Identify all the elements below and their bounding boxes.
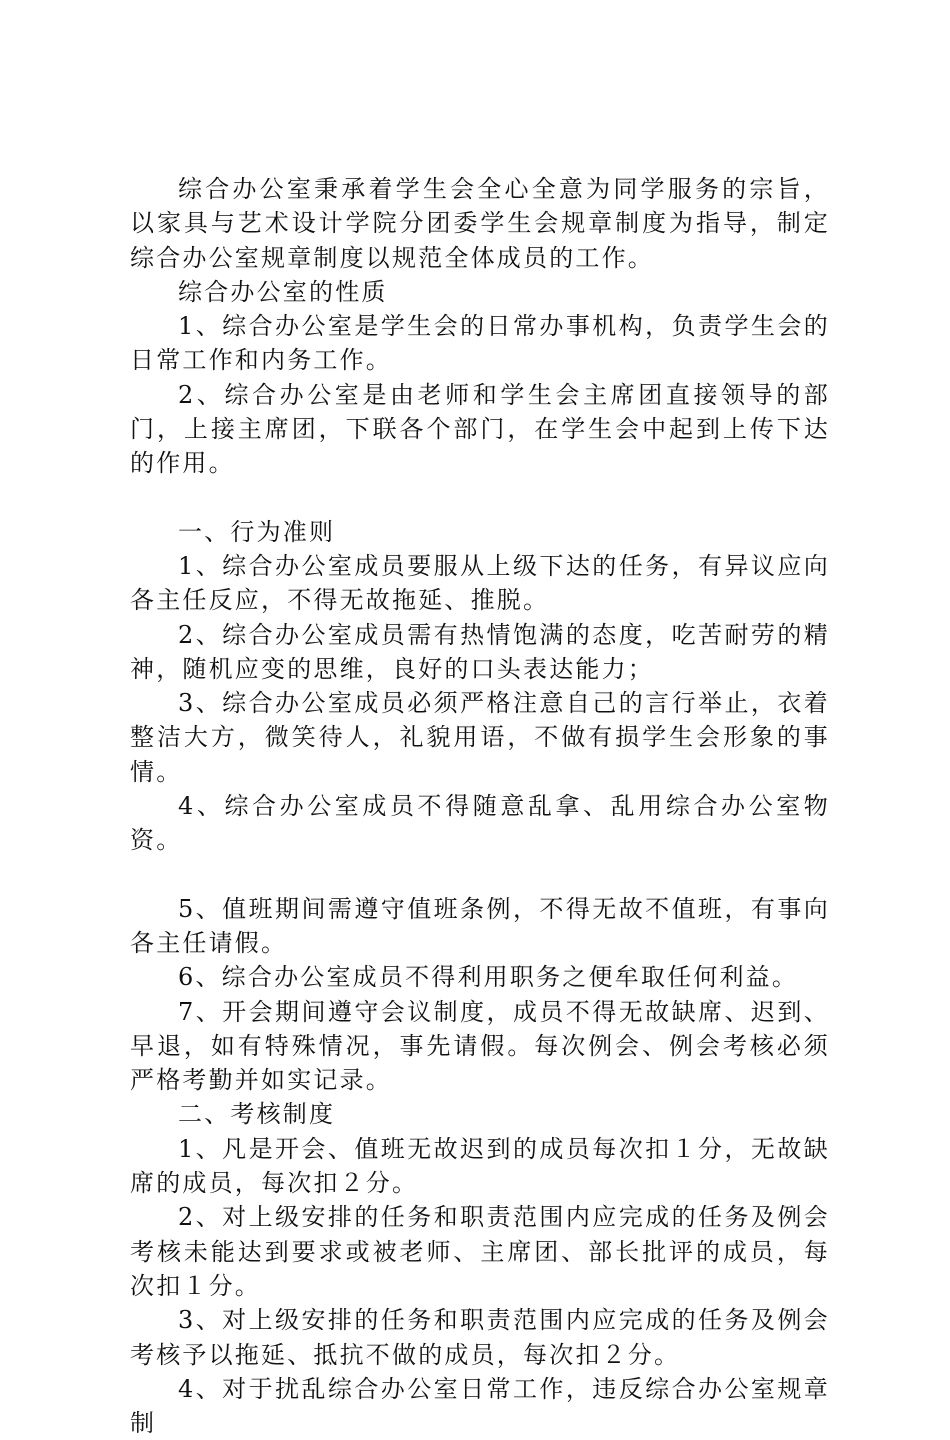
blank-line: [130, 481, 830, 515]
conduct-item-1: 1、综合办公室成员要服从上级下达的任务，有异议应向各主任反应，不得无故拖延、推脱。: [130, 551, 830, 615]
nature-item-1: 1、综合办公室是学生会的日常办事机构，负责学生会的日常工作和内务工作。: [130, 312, 830, 375]
conduct-item-4: 4、综合办公室成员不得随意乱拿、乱用综合办公室物资。: [130, 792, 830, 855]
assessment-item-4: 4、对于扰乱综合办公室日常工作，违反综合办公室规章制: [130, 1374, 830, 1438]
section-heading-assessment: 二、考核制度: [178, 1100, 336, 1129]
conduct-item-7: 7、开会期间遵守会议制度，成员不得无故缺席、迟到、早退，如有特殊情况，事先请假。每次例会、例会考核必须严格考勤并如实记录。: [130, 997, 830, 1095]
intro-paragraph: 综合办公室秉承着学生会全心全意为同学服务的宗旨，以家具与艺术设计学院分团委学生会规章制度为指导，制定综合办公室规章制度以规范全体成员的工作。: [130, 175, 830, 272]
blank-line: [130, 858, 830, 892]
conduct-item-5: 5、值班期间需遵守值班条例，不得无故不值班，有事向各主任请假。: [130, 894, 830, 957]
section-heading-nature: 综合办公室的性质: [178, 277, 388, 306]
document-body: [130, 172, 830, 1440]
conduct-item-3: 3、综合办公室成员必须严格注意自己的言行举止，衣着整洁大方，微笑待人，礼貌用语，不做有损学生会形象的事情。: [130, 689, 830, 786]
assessment-item-3: 3、对上级安排的任务和职责范围内应完成的任务及例会考核予以拖延、抵抗不做的成员，每次扣２分。: [130, 1306, 830, 1369]
assessment-item-1: 1、凡是开会、值班无故迟到的成员每次扣１分，无故缺席的成员，每次扣２分。: [130, 1134, 830, 1198]
assessment-item-2: 2、对上级安排的任务和职责范围内应完成的任务及例会考核未能达到要求或被老师、主席团、部长批评的成员，每次扣１分。: [130, 1203, 830, 1300]
conduct-item-6: 6、综合办公室成员不得利用职务之便牟取任何利益。: [178, 963, 799, 992]
section-heading-conduct: 一、行为准则: [178, 517, 336, 546]
nature-item-2: 2、综合办公室是由老师和学生会主席团直接领导的部门，上接主席团，下联各个部门，在学生会中起到上传下达的作用。: [130, 380, 830, 478]
conduct-item-2: 2、综合办公室成员需有热情饱满的态度，吃苦耐劳的精神，随机应变的思维，良好的口头表达能力；: [130, 620, 830, 683]
